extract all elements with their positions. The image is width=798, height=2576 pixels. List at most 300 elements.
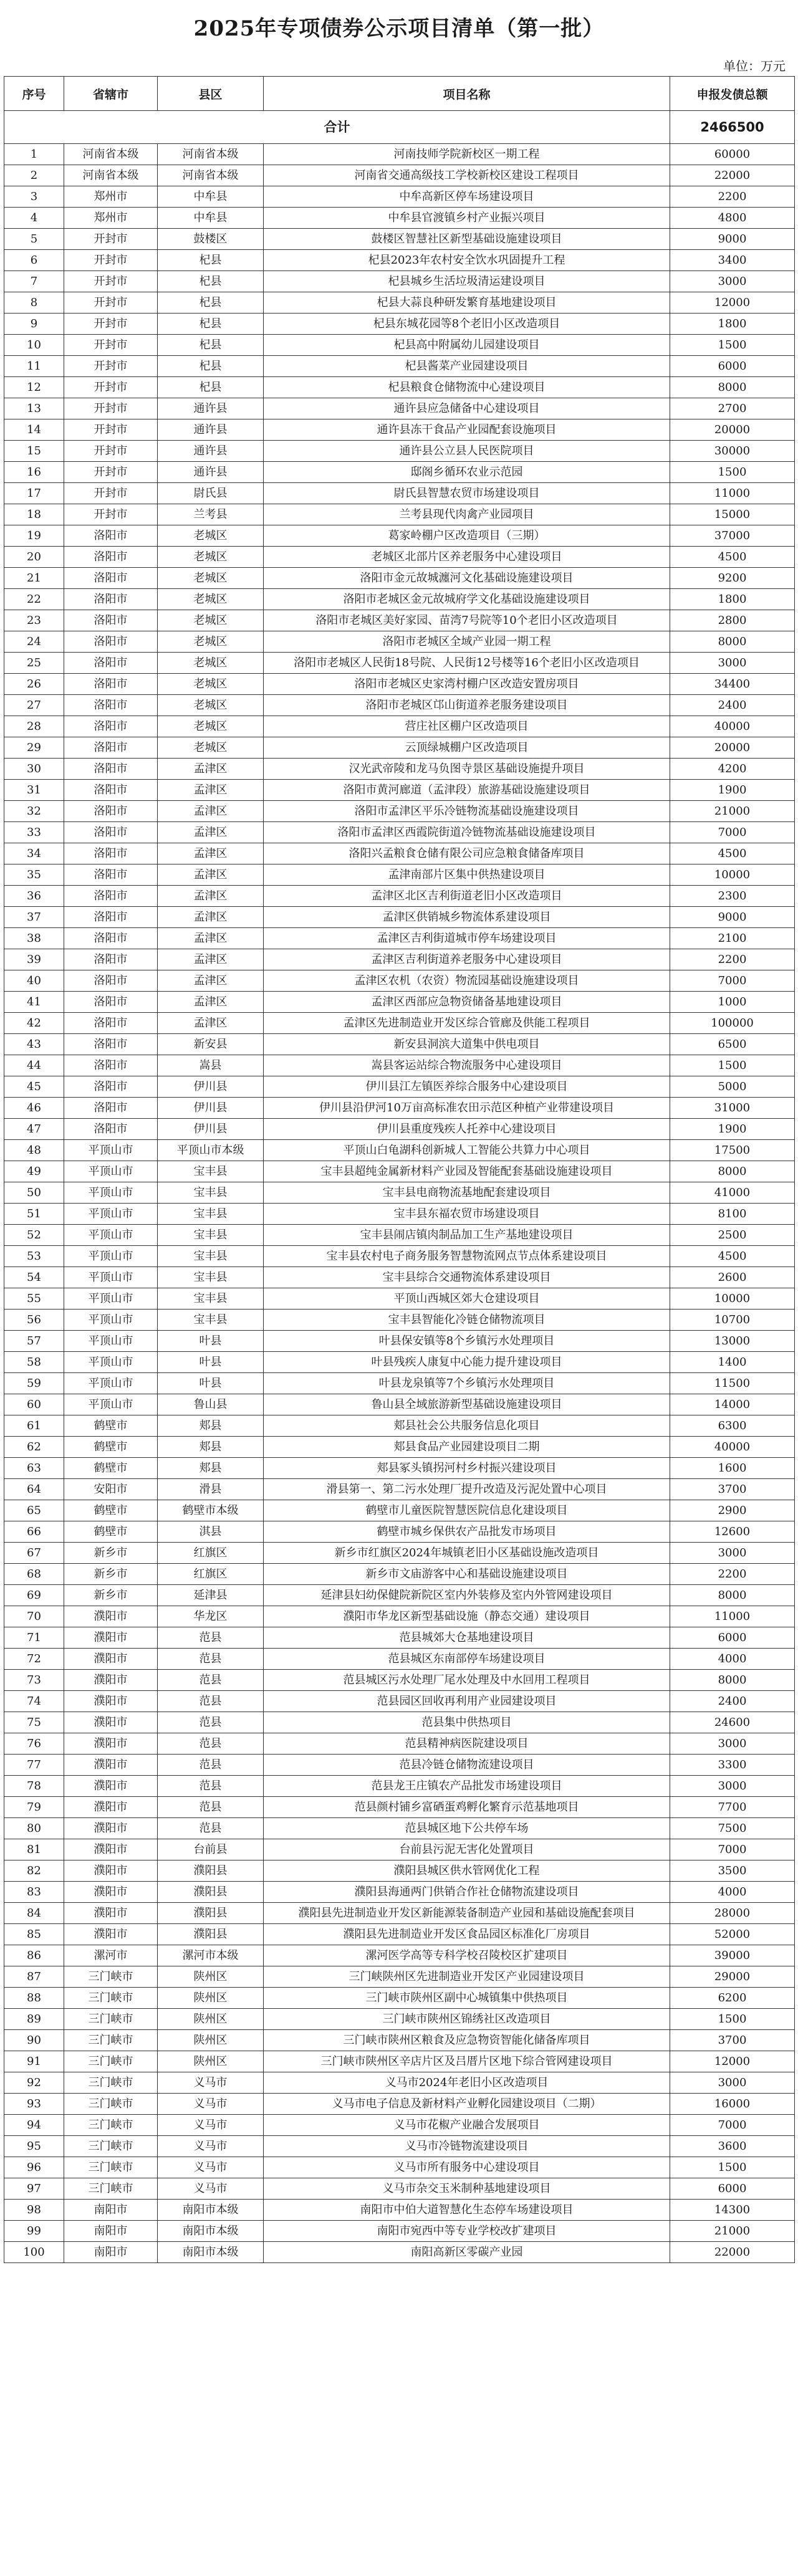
row-project-name: 营庄社区棚户区改造项目 (264, 716, 670, 737)
row-project-name: 南阳市中伯大道智慧化生态停车场建设项目 (264, 2200, 670, 2221)
table-row (4, 970, 795, 992)
row-project-name: 范县城区污水处理厂尾水处理及中水回用工程项目 (264, 1670, 670, 1691)
row-project-name: 孟津区西部应急物资储备基地建设项目 (264, 992, 670, 1013)
table-row (4, 525, 795, 547)
total-label: 合计 (4, 111, 670, 144)
row-index: 22 (4, 589, 64, 610)
row-index: 36 (4, 886, 64, 907)
row-project-name: 郏县食品产业园建设项目二期 (264, 1437, 670, 1458)
row-city: 洛阳市 (64, 1119, 158, 1140)
table-row (4, 1458, 795, 1479)
row-amount: 2600 (670, 1267, 795, 1288)
table-row (4, 1733, 795, 1755)
row-city: 平顶山市 (64, 1394, 158, 1415)
row-amount: 1900 (670, 780, 795, 801)
table-row (4, 610, 795, 631)
row-index: 13 (4, 398, 64, 419)
row-county: 孟津区 (158, 1013, 264, 1034)
row-county: 义马市 (158, 2157, 264, 2178)
row-county: 濮阳县 (158, 1860, 264, 1882)
row-city: 开封市 (64, 335, 158, 356)
row-county: 宝丰县 (158, 1161, 264, 1182)
row-city: 洛阳市 (64, 695, 158, 716)
row-city: 南阳市 (64, 2221, 158, 2242)
row-amount: 5000 (670, 1076, 795, 1098)
row-city: 三门峡市 (64, 1966, 158, 1988)
row-index: 81 (4, 1839, 64, 1860)
row-county: 范县 (158, 1649, 264, 1670)
row-project-name: 宝丰县综合交通物流体系建设项目 (264, 1267, 670, 1288)
row-county: 华龙区 (158, 1606, 264, 1627)
row-amount: 41000 (670, 1182, 795, 1204)
row-project-name: 鹤壁市儿童医院智慧医院信息化建设项目 (264, 1500, 670, 1521)
row-index: 78 (4, 1776, 64, 1797)
table-row (4, 674, 795, 695)
row-county: 范县 (158, 1818, 264, 1839)
row-city: 洛阳市 (64, 1034, 158, 1055)
row-index: 84 (4, 1903, 64, 1924)
row-county: 叶县 (158, 1352, 264, 1373)
row-index: 91 (4, 2051, 64, 2072)
row-amount: 22000 (670, 2242, 795, 2263)
row-city: 濮阳市 (64, 1649, 158, 1670)
row-index: 24 (4, 631, 64, 653)
row-project-name: 孟津区吉利街道养老服务中心建设项目 (264, 949, 670, 970)
row-city: 洛阳市 (64, 780, 158, 801)
row-city: 洛阳市 (64, 1076, 158, 1098)
row-county: 义马市 (158, 2136, 264, 2157)
row-project-name: 洛阳市老城区史家湾村棚户区改造安置房项目 (264, 674, 670, 695)
row-amount: 1500 (670, 2157, 795, 2178)
row-amount: 1900 (670, 1119, 795, 1140)
table-row (4, 335, 795, 356)
row-project-name: 孟津区农机（农资）物流园基础设施建设项目 (264, 970, 670, 992)
row-index: 51 (4, 1204, 64, 1225)
row-amount: 2800 (670, 610, 795, 631)
table-row (4, 1649, 795, 1670)
table-row (4, 1966, 795, 1988)
row-city: 洛阳市 (64, 843, 158, 864)
row-project-name: 杞县酱菜产业园建设项目 (264, 356, 670, 377)
table-row (4, 1564, 795, 1585)
row-index: 30 (4, 759, 64, 780)
row-county: 范县 (158, 1712, 264, 1733)
row-city: 洛阳市 (64, 631, 158, 653)
row-city: 洛阳市 (64, 864, 158, 886)
row-project-name: 濮阳县海通两门供销合作社仓储物流建设项目 (264, 1882, 670, 1903)
table-row (4, 1415, 795, 1437)
table-row (4, 1310, 795, 1331)
row-project-name: 鼓楼区智慧社区新型基础设施建设项目 (264, 229, 670, 250)
table-row (4, 1606, 795, 1627)
row-county: 鼓楼区 (158, 229, 264, 250)
row-city: 开封市 (64, 292, 158, 314)
row-amount: 3000 (670, 653, 795, 674)
row-county: 杞县 (158, 335, 264, 356)
row-county: 范县 (158, 1733, 264, 1755)
row-amount: 1400 (670, 1352, 795, 1373)
row-city: 南阳市 (64, 2200, 158, 2221)
row-index: 97 (4, 2178, 64, 2200)
table-row (4, 1204, 795, 1225)
row-city: 平顶山市 (64, 1161, 158, 1182)
row-index: 4 (4, 208, 64, 229)
row-index: 39 (4, 949, 64, 970)
row-county: 濮阳县 (158, 1924, 264, 1945)
row-index: 53 (4, 1246, 64, 1267)
row-amount: 1500 (670, 335, 795, 356)
row-index: 58 (4, 1352, 64, 1373)
table-row (4, 229, 795, 250)
row-county: 老城区 (158, 737, 264, 759)
row-index: 71 (4, 1627, 64, 1649)
table-row (4, 2094, 795, 2115)
row-amount: 7000 (670, 1839, 795, 1860)
table-row (4, 928, 795, 949)
row-index: 5 (4, 229, 64, 250)
row-county: 红旗区 (158, 1564, 264, 1585)
row-county: 孟津区 (158, 780, 264, 801)
row-index: 52 (4, 1225, 64, 1246)
row-county: 濮阳县 (158, 1882, 264, 1903)
table-row (4, 568, 795, 589)
row-amount: 1600 (670, 1458, 795, 1479)
table-row (4, 377, 795, 398)
row-city: 洛阳市 (64, 907, 158, 928)
row-county: 鹤壁市本级 (158, 1500, 264, 1521)
row-amount: 40000 (670, 1437, 795, 1458)
total-row (4, 111, 795, 144)
row-project-name: 漯河医学高等专科学校召陵校区扩建项目 (264, 1945, 670, 1966)
table-row (4, 653, 795, 674)
row-county: 郏县 (158, 1415, 264, 1437)
row-index: 43 (4, 1034, 64, 1055)
row-amount: 3600 (670, 2136, 795, 2157)
row-index: 12 (4, 377, 64, 398)
row-city: 濮阳市 (64, 1903, 158, 1924)
row-amount: 10000 (670, 864, 795, 886)
row-city: 洛阳市 (64, 737, 158, 759)
row-city: 洛阳市 (64, 1055, 158, 1076)
row-amount: 22000 (670, 165, 795, 186)
row-city: 平顶山市 (64, 1373, 158, 1394)
table-row (4, 208, 795, 229)
row-index: 25 (4, 653, 64, 674)
row-index: 85 (4, 1924, 64, 1945)
table-row (4, 1225, 795, 1246)
row-index: 98 (4, 2200, 64, 2221)
table-row (4, 1860, 795, 1882)
row-index: 76 (4, 1733, 64, 1755)
table-row (4, 271, 795, 292)
row-index: 80 (4, 1818, 64, 1839)
row-county: 伊川县 (158, 1076, 264, 1098)
table-row (4, 250, 795, 271)
row-amount: 11000 (670, 483, 795, 504)
row-city: 洛阳市 (64, 801, 158, 822)
row-amount: 9200 (670, 568, 795, 589)
table-row (4, 1437, 795, 1458)
row-city: 洛阳市 (64, 822, 158, 843)
row-city: 濮阳市 (64, 1733, 158, 1755)
row-index: 48 (4, 1140, 64, 1161)
row-city: 濮阳市 (64, 1606, 158, 1627)
row-amount: 7500 (670, 1818, 795, 1839)
row-amount: 20000 (670, 737, 795, 759)
row-project-name: 河南技师学院新校区一期工程 (264, 144, 670, 165)
table-row (4, 1034, 795, 1055)
table-row (4, 589, 795, 610)
row-index: 14 (4, 419, 64, 441)
row-project-name: 新安县洞滨大道集中供电项目 (264, 1034, 670, 1055)
row-amount: 8000 (670, 1161, 795, 1182)
row-amount: 2300 (670, 886, 795, 907)
row-project-name: 叶县龙泉镇等7个乡镇污水处理项目 (264, 1373, 670, 1394)
table-row (4, 398, 795, 419)
table-row (4, 2115, 795, 2136)
row-county: 孟津区 (158, 907, 264, 928)
row-project-name: 范县城区东南部停车场建设项目 (264, 1649, 670, 1670)
row-index: 90 (4, 2030, 64, 2051)
table-row (4, 547, 795, 568)
row-project-name: 宝丰县超纯金属新材料产业园及智能配套基础设施建设项目 (264, 1161, 670, 1182)
row-project-name: 范县集中供热项目 (264, 1712, 670, 1733)
row-city: 开封市 (64, 356, 158, 377)
row-city: 新乡市 (64, 1585, 158, 1606)
row-county: 老城区 (158, 610, 264, 631)
row-city: 洛阳市 (64, 1098, 158, 1119)
row-project-name: 宝丰县农村电子商务服务智慧物流网点节点体系建设项目 (264, 1246, 670, 1267)
row-index: 79 (4, 1797, 64, 1818)
row-project-name: 三门峡市陕州区粮食及应急物资智能化储备库项目 (264, 2030, 670, 2051)
row-city: 濮阳市 (64, 1924, 158, 1945)
table-row (4, 1479, 795, 1500)
row-county: 老城区 (158, 568, 264, 589)
row-project-name: 嵩县客运站综合物流服务中心建设项目 (264, 1055, 670, 1076)
row-index: 69 (4, 1585, 64, 1606)
table-header-row (4, 77, 795, 111)
row-city: 洛阳市 (64, 970, 158, 992)
row-city: 濮阳市 (64, 1818, 158, 1839)
total-amount: 2466500 (670, 111, 795, 144)
row-index: 33 (4, 822, 64, 843)
row-index: 2 (4, 165, 64, 186)
row-city: 平顶山市 (64, 1310, 158, 1331)
row-county: 老城区 (158, 589, 264, 610)
row-project-name: 杞县粮食仓储物流中心建设项目 (264, 377, 670, 398)
row-project-name: 中牟高新区停车场建设项目 (264, 186, 670, 208)
row-county: 陕州区 (158, 1966, 264, 1988)
row-index: 96 (4, 2157, 64, 2178)
row-amount: 8000 (670, 1670, 795, 1691)
row-amount: 8000 (670, 1585, 795, 1606)
row-amount: 24600 (670, 1712, 795, 1733)
row-project-name: 台前县污泥无害化处置项目 (264, 1839, 670, 1860)
row-amount: 34400 (670, 674, 795, 695)
row-county: 台前县 (158, 1839, 264, 1860)
row-index: 60 (4, 1394, 64, 1415)
row-county: 陕州区 (158, 2009, 264, 2030)
row-city: 洛阳市 (64, 568, 158, 589)
row-project-name: 通许县冻干食品产业园配套设施项目 (264, 419, 670, 441)
row-city: 濮阳市 (64, 1691, 158, 1712)
row-index: 65 (4, 1500, 64, 1521)
row-index: 75 (4, 1712, 64, 1733)
row-amount: 10700 (670, 1310, 795, 1331)
row-city: 三门峡市 (64, 2157, 158, 2178)
row-project-name: 洛阳市黄河廊道（孟津段）旅游基础设施建设项目 (264, 780, 670, 801)
row-amount: 3300 (670, 1755, 795, 1776)
row-city: 洛阳市 (64, 949, 158, 970)
row-county: 平顶山市本级 (158, 1140, 264, 1161)
row-county: 老城区 (158, 653, 264, 674)
row-county: 叶县 (158, 1331, 264, 1352)
table-row (4, 1839, 795, 1860)
row-county: 孟津区 (158, 886, 264, 907)
row-city: 洛阳市 (64, 547, 158, 568)
row-project-name: 孟津区北区吉利街道老旧小区改造项目 (264, 886, 670, 907)
row-project-name: 义马市电子信息及新材料产业孵化园建设项目（二期） (264, 2094, 670, 2115)
table-row (4, 1521, 795, 1543)
row-index: 94 (4, 2115, 64, 2136)
row-city: 濮阳市 (64, 1712, 158, 1733)
row-index: 62 (4, 1437, 64, 1458)
row-project-name: 洛阳市老城区金元故城府学文化基础设施建设项目 (264, 589, 670, 610)
row-amount: 3000 (670, 1543, 795, 1564)
row-project-name: 濮阳市华龙区新型基础设施（静态交通）建设项目 (264, 1606, 670, 1627)
table-row (4, 886, 795, 907)
row-index: 9 (4, 314, 64, 335)
row-county: 濮阳县 (158, 1903, 264, 1924)
row-project-name: 范县园区回收再利用产业园建设项目 (264, 1691, 670, 1712)
row-county: 范县 (158, 1670, 264, 1691)
row-index: 7 (4, 271, 64, 292)
row-county: 新安县 (158, 1034, 264, 1055)
row-city: 洛阳市 (64, 610, 158, 631)
row-amount: 1500 (670, 2009, 795, 2030)
row-project-name: 宝丰县东福农贸市场建设项目 (264, 1204, 670, 1225)
row-index: 54 (4, 1267, 64, 1288)
row-city: 濮阳市 (64, 1860, 158, 1882)
row-amount: 3000 (670, 1733, 795, 1755)
row-city: 濮阳市 (64, 1670, 158, 1691)
row-city: 平顶山市 (64, 1204, 158, 1225)
row-city: 三门峡市 (64, 2051, 158, 2072)
row-amount: 21000 (670, 801, 795, 822)
row-index: 64 (4, 1479, 64, 1500)
row-amount: 13000 (670, 1331, 795, 1352)
row-county: 范县 (158, 1627, 264, 1649)
row-project-name: 新乡市红旗区2024年城镇老旧小区基础设施改造项目 (264, 1543, 670, 1564)
row-city: 南阳市 (64, 2242, 158, 2263)
row-amount: 11500 (670, 1373, 795, 1394)
row-city: 平顶山市 (64, 1140, 158, 1161)
row-county: 郏县 (158, 1437, 264, 1458)
row-index: 16 (4, 462, 64, 483)
row-project-name: 义马市杂交玉米制种基地建设项目 (264, 2178, 670, 2200)
row-city: 开封市 (64, 250, 158, 271)
row-amount: 31000 (670, 1098, 795, 1119)
row-amount: 2200 (670, 949, 795, 970)
row-amount: 3700 (670, 2030, 795, 2051)
row-project-name: 河南省交通高级技工学校新校区建设工程项目 (264, 165, 670, 186)
row-county: 杞县 (158, 377, 264, 398)
row-city: 漯河市 (64, 1945, 158, 1966)
row-project-name: 洛阳市老城区美好家园、苗湾7号院等10个老旧小区改造项目 (264, 610, 670, 631)
table-row (4, 716, 795, 737)
row-county: 范县 (158, 1776, 264, 1797)
row-index: 99 (4, 2221, 64, 2242)
header-city: 省辖市 (64, 77, 158, 111)
row-county: 老城区 (158, 631, 264, 653)
row-amount: 6500 (670, 1034, 795, 1055)
row-amount: 2500 (670, 1225, 795, 1246)
table-row (4, 1267, 795, 1288)
row-city: 三门峡市 (64, 2136, 158, 2157)
row-city: 开封市 (64, 377, 158, 398)
row-county: 杞县 (158, 250, 264, 271)
row-index: 92 (4, 2072, 64, 2094)
row-county: 延津县 (158, 1585, 264, 1606)
table-row (4, 462, 795, 483)
table-row (4, 441, 795, 462)
row-county: 嵩县 (158, 1055, 264, 1076)
table-row (4, 907, 795, 928)
row-project-name: 洛阳市老城区人民街18号院、人民街12号楼等16个老旧小区改造项目 (264, 653, 670, 674)
table-row (4, 1924, 795, 1945)
row-county: 孟津区 (158, 970, 264, 992)
row-city: 开封市 (64, 314, 158, 335)
row-city: 三门峡市 (64, 2072, 158, 2094)
row-index: 45 (4, 1076, 64, 1098)
table-row (4, 1013, 795, 1034)
row-amount: 3000 (670, 1776, 795, 1797)
row-county: 伊川县 (158, 1119, 264, 1140)
row-index: 18 (4, 504, 64, 525)
row-project-name: 范县龙王庄镇农产品批发市场建设项目 (264, 1776, 670, 1797)
row-county: 漯河市本级 (158, 1945, 264, 1966)
row-county: 孟津区 (158, 949, 264, 970)
row-project-name: 义马市2024年老旧小区改造项目 (264, 2072, 670, 2094)
row-amount: 8100 (670, 1204, 795, 1225)
row-project-name: 范县精神病医院建设项目 (264, 1733, 670, 1755)
row-county: 义马市 (158, 2115, 264, 2136)
row-index: 59 (4, 1373, 64, 1394)
row-city: 鹤壁市 (64, 1415, 158, 1437)
row-county: 杞县 (158, 314, 264, 335)
row-index: 23 (4, 610, 64, 631)
row-project-name: 义马市花椒产业融合发展项目 (264, 2115, 670, 2136)
row-project-name: 平顶山西城区郊大仓建设项目 (264, 1288, 670, 1310)
row-project-name: 云顶绿城棚户区改造项目 (264, 737, 670, 759)
table-row (4, 356, 795, 377)
row-amount: 8000 (670, 377, 795, 398)
row-project-name: 孟津区先进制造业开发区综合管廊及供能工程项目 (264, 1013, 670, 1034)
row-county: 鲁山县 (158, 1394, 264, 1415)
row-project-name: 义马市冷链物流建设项目 (264, 2136, 670, 2157)
row-index: 87 (4, 1966, 64, 1988)
row-amount: 28000 (670, 1903, 795, 1924)
row-project-name: 濮阳县城区供水管网优化工程 (264, 1860, 670, 1882)
row-county: 南阳市本级 (158, 2242, 264, 2263)
row-amount: 1800 (670, 589, 795, 610)
table-row (4, 949, 795, 970)
row-index: 83 (4, 1882, 64, 1903)
row-amount: 6000 (670, 2178, 795, 2200)
row-county: 范县 (158, 1691, 264, 1712)
row-project-name: 宝丰县电商物流基地配套建设项目 (264, 1182, 670, 1204)
row-amount: 9000 (670, 907, 795, 928)
